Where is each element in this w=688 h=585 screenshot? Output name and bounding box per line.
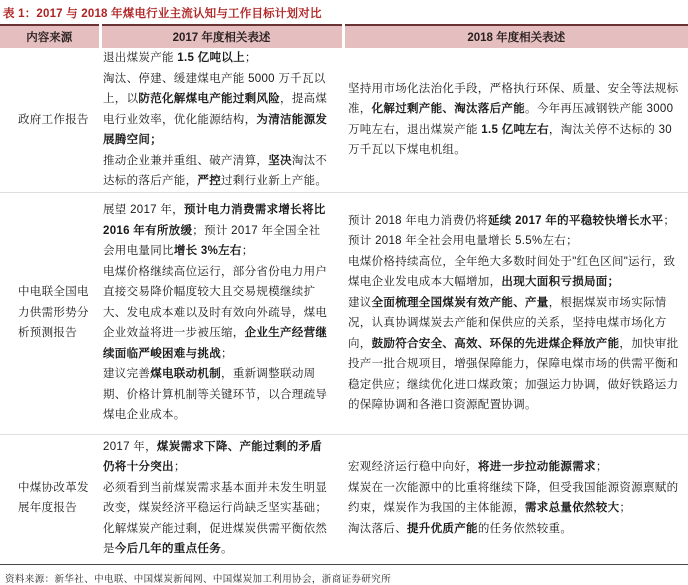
paragraph: 中电联全国电力供需形势分析预测报告 bbox=[18, 286, 89, 340]
col-header-source: 内容来源 bbox=[0, 25, 100, 48]
header-row bbox=[0, 25, 688, 48]
table-row bbox=[0, 434, 688, 562]
table-header bbox=[0, 25, 688, 48]
paragraph: 退出煤炭产能 1.5 亿吨以上； bbox=[103, 52, 257, 64]
table-body bbox=[0, 48, 688, 562]
table-title: 表 1：2017 与 2018 年煤电行业主流认知与工作目标计划对比 bbox=[3, 8, 322, 20]
paragraph: 化解煤炭产能过剩，促进煤炭供需平衡依然是今后几年的重点任务。 bbox=[103, 522, 328, 556]
paragraph: 淘汰落后、提升优质产能的任务依然较重。 bbox=[348, 522, 573, 535]
statements-2017-cell bbox=[100, 434, 343, 562]
table-row bbox=[0, 192, 688, 434]
paragraph: 政府工作报告 bbox=[18, 113, 89, 126]
paragraph: 展望 2017 年，预计电力消费需求增长将比 2016 年有所放缓；预计 2017 年全国全社会用电量同比增长 3%左右； bbox=[103, 204, 326, 258]
source-cell bbox=[0, 192, 100, 434]
statements-2017-cell bbox=[100, 192, 343, 434]
col-header-2018: 2018 年度相关表述 bbox=[343, 25, 688, 48]
paragraph: 必须看到当前煤炭需求基本面并未发生明显改变，煤炭经济平稳运行尚缺乏坚实基础； bbox=[103, 481, 328, 515]
paragraph: 电煤价格继续高位运行，部分省份电力用户直接交易降价幅度较大且交易规模继续扩大、发电成本难以及时有效向外疏导，煤电企业效益将进一步被压缩，企业生产经营继续面临严峻困难与挑战； bbox=[103, 265, 328, 360]
paragraph: 预计 2018 年电力消费仍将延续 2017 年的平稳较快增长水平；预计 2018 年全社会用电量增长 5.5%左右； bbox=[348, 214, 676, 247]
paragraph: 坚持用市场化法治化手段，严格执行环保、质量、安全等法规标准，化解过剩产能、淘汰落后产能。今年再压减钢铁产能 3000 万吨左右，退出煤炭产能 1.5 亿吨左右，淘汰关停不达标的 30 万千瓦以下煤电机组。 bbox=[348, 82, 679, 157]
paragraph: 建议完善煤电联动机制，重新调整联动周期、价格计算机制等关键环节，以合理疏导煤电企业成本。 bbox=[103, 368, 328, 422]
paragraph: 电煤价格持续高位，全年绝大多数时间处于"红色区间"运行，致煤电企业发电成本大幅增加，出现大面积亏损局面； bbox=[348, 255, 676, 288]
paragraph: 淘汰、停建、缓建煤电产能 5000 万千瓦以上，以防范化解煤电产能过剩风险，提高煤电行业效率，优化能源结构，为清洁能源发展腾空间； bbox=[103, 72, 328, 146]
col-header-2017: 2017 年度相关表述 bbox=[100, 25, 343, 48]
source-note: 资料来源：新华社、中电联、中国煤炭新闻网、中国煤炭加工利用协会，浙商证券研究所 bbox=[5, 574, 392, 585]
statements-2017-cell bbox=[100, 48, 343, 192]
paragraph: 煤炭在一次能源中的比重将继续下降，但受我国能源资源禀赋的约束，煤炭作为我国的主体能源，需求总量依然较大； bbox=[348, 481, 679, 515]
paragraph: 宏观经济运行稳中向好，将进一步拉动能源需求； bbox=[348, 461, 608, 474]
paragraph: 2017 年，煤炭需求下降、产能过剩的矛盾仍将十分突出； bbox=[103, 440, 323, 474]
source-cell bbox=[0, 48, 100, 192]
paragraph: 建议全面梳理全国煤炭有效产能、产量，根据煤炭市场实际情况，认真协调煤炭去产能和保供应的关系，坚持电煤市场化方向，鼓励符合安全、高效、环保的先进煤企释放产能，加快审批投产一批合规项目，增强保障能力，保障电煤市场的供需平衡和稳定供应；继续优化进口煤政策；加强运力协调，做好铁路运力的保障协调和各港口资源配置协调。 bbox=[348, 296, 679, 411]
paragraph: 中煤协改革发展年度报告 bbox=[18, 481, 89, 515]
table-row bbox=[0, 48, 688, 192]
statements-2018-cell bbox=[343, 434, 688, 562]
paragraph: 推动企业兼并重组、破产清算，坚决淘汰不达标的落后产能，严控过剩行业新上产能。 bbox=[103, 154, 328, 187]
statements-2018-cell bbox=[343, 192, 688, 434]
comparison-table bbox=[0, 24, 688, 562]
source-cell bbox=[0, 434, 100, 562]
statements-2018-cell bbox=[343, 48, 688, 192]
